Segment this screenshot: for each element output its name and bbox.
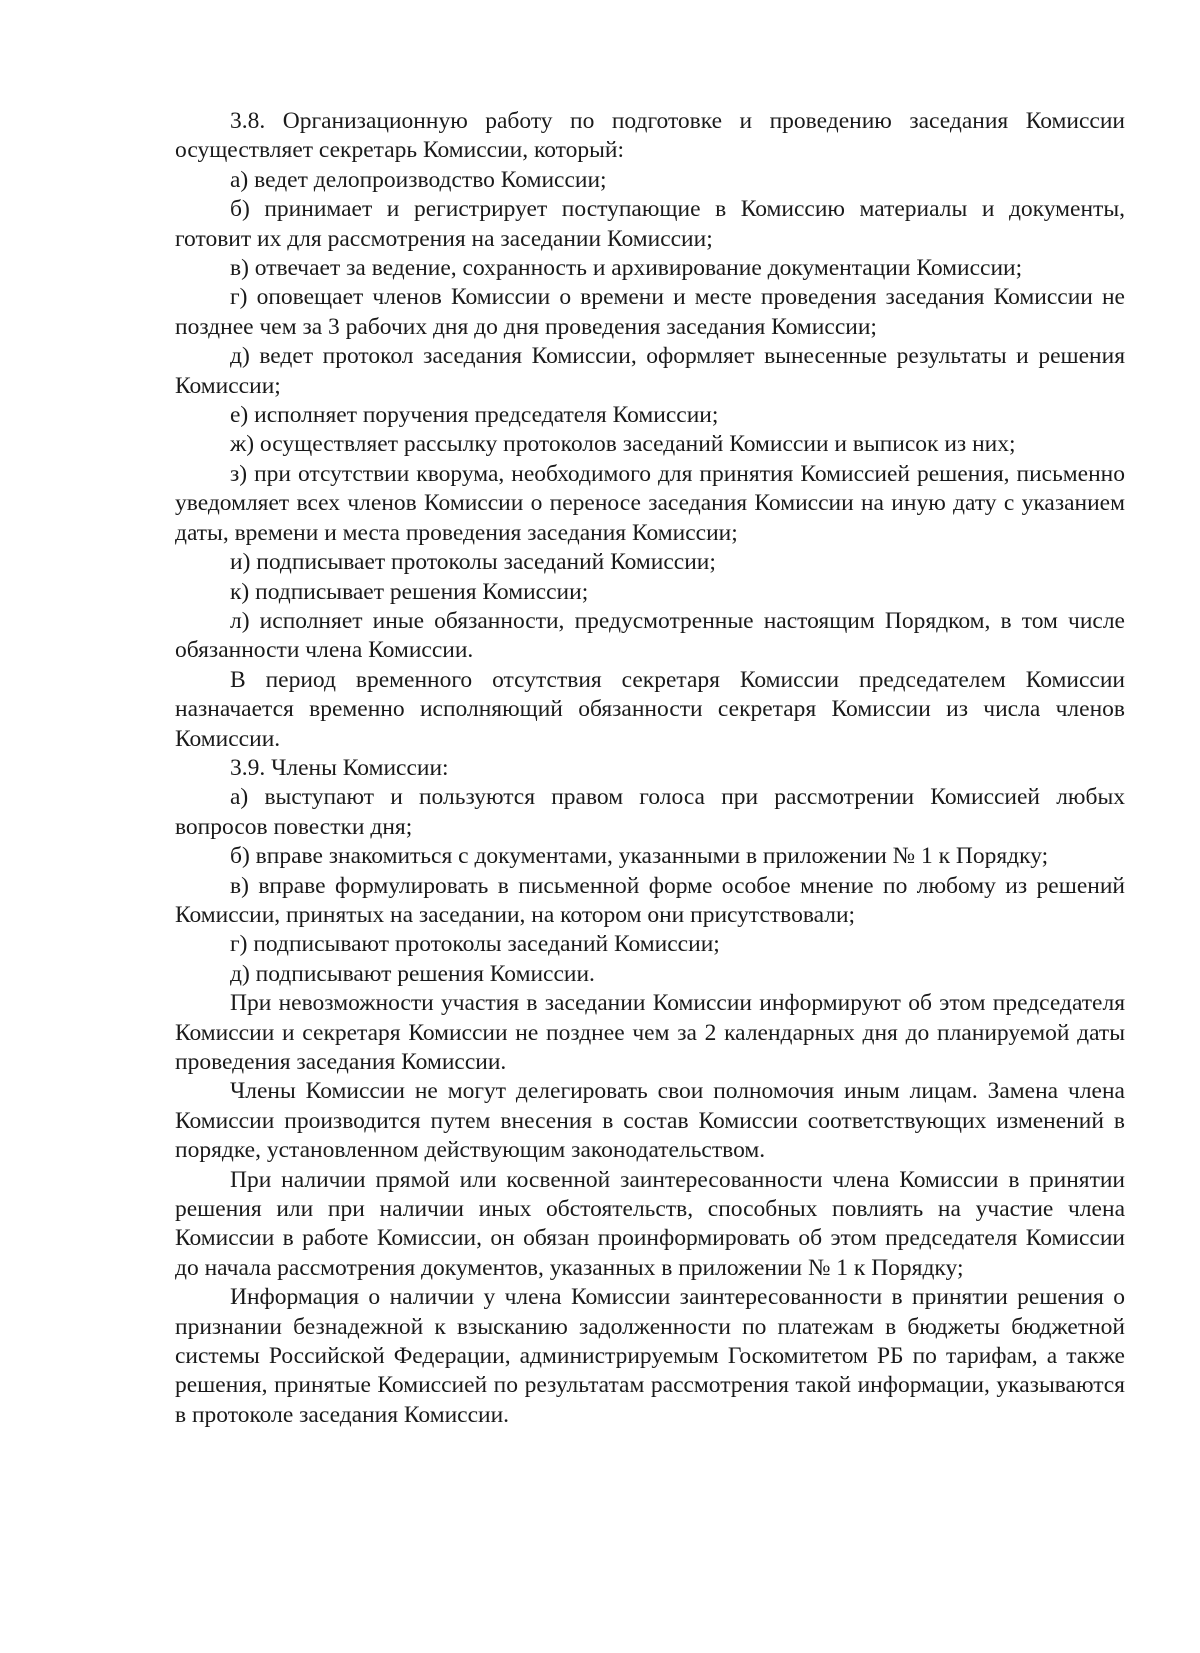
- list-item-g: г) оповещает членов Комиссии о времени и месте проведения заседания Комиссии не позднее чем за 3 рабочих дня до дня проведения заседания Комиссии;: [175, 284, 1125, 340]
- list-item-v: в) отвечает за ведение, сохранность и архивирование документации Комиссии;: [230, 255, 1023, 282]
- document-body: [175, 107, 1125, 1430]
- paragraph-conflict-of-interest: При наличии прямой или косвенной заинтересованности члена Комиссии в принятии решения или при наличии иных обстоятельств, способных повлиять на участие члена Комиссии в работе Комиссии, он обязан проинформировать об этом председателя Комиссии до начала рассмотрения документов, указанных в приложении № 1 к Порядку;: [175, 1166, 1125, 1281]
- paragraph-3-9: 3.9. Члены Комиссии:: [230, 754, 449, 781]
- members-item-a: а) выступают и пользуются правом голоса при рассмотрении Комиссией любых вопросов повестки дня;: [175, 784, 1125, 840]
- list-item-i: и) подписывает протоколы заседаний Комиссии;: [230, 549, 716, 576]
- list-item-d: д) ведет протокол заседания Комиссии, оформляет вынесенные результаты и решения Комиссии;: [175, 343, 1125, 399]
- paragraph-delegation: Члены Комиссии не могут делегировать свои полномочия иным лицам. Замена члена Комиссии производится путем внесения в состав Комиссии соответствующих изменений в порядке, установленном действующим законодательством.: [175, 1078, 1125, 1164]
- members-item-g: г) подписывают протоколы заседаний Комиссии;: [230, 931, 720, 958]
- list-item-b: б) принимает и регистрирует поступающие в Комиссию материалы и документы, готовит их для рассмотрения на заседании Комиссии;: [175, 196, 1125, 252]
- paragraph-secretary-absence: В период временного отсутствия секретаря Комиссии председателем Комиссии назначается временно исполняющий обязанности секретаря Комиссии из числа членов Комиссии.: [175, 666, 1125, 752]
- members-item-d: д) подписывают решения Комиссии.: [230, 960, 595, 987]
- members-item-v: в) вправе формулировать в письменной форме особое мнение по любому из решений Комиссии, принятых на заседании, на котором они присутствовали;: [175, 872, 1125, 928]
- paragraph-interest-information: Информация о наличии у члена Комиссии заинтересованности в принятии решения о признании безнадежной к взысканию задолженности по платежам в бюджеты бюджетной системы Российской Федерации, администрируемым Госкомитетом РБ по тарифам, а также решения, принятые Комиссией по результатам рассмотрения такой информации, указываются в протоколе заседания Комиссии.: [175, 1284, 1125, 1428]
- members-item-b: б) вправе знакомиться с документами, указанными в приложении № 1 к Порядку;: [230, 843, 1049, 870]
- list-item-zh: ж) осуществляет рассылку протоколов заседаний Комиссии и выписок из них;: [230, 431, 1016, 458]
- list-item-e: е) исполняет поручения председателя Комиссии;: [230, 402, 719, 429]
- list-item-l: л) исполняет иные обязанности, предусмотренные настоящим Порядком, в том числе обязанности члена Комиссии.: [175, 607, 1125, 664]
- list-item-k: к) подписывает решения Комиссии;: [230, 578, 589, 605]
- list-item-a: а) ведет делопроизводство Комиссии;: [230, 166, 607, 193]
- paragraph-participation: При невозможности участия в заседании Комиссии информируют об этом председателя Комиссии и секретаря Комиссии не позднее чем за 2 календарных дня до планируемой даты проведения заседания Комиссии.: [175, 990, 1125, 1075]
- list-item-z: з) при отсутствии кворума, необходимого для принятия Комиссией решения, письменно уведомляет всех членов Комиссии о переносе заседания Комиссии на иную дату с указанием даты, времени и места проведения заседания Комиссии;: [175, 460, 1125, 546]
- paragraph-3-8: 3.8. Организационную работу по подготовке и проведению заседания Комиссии осуществляет секретарь Комиссии, который:: [175, 108, 1125, 164]
